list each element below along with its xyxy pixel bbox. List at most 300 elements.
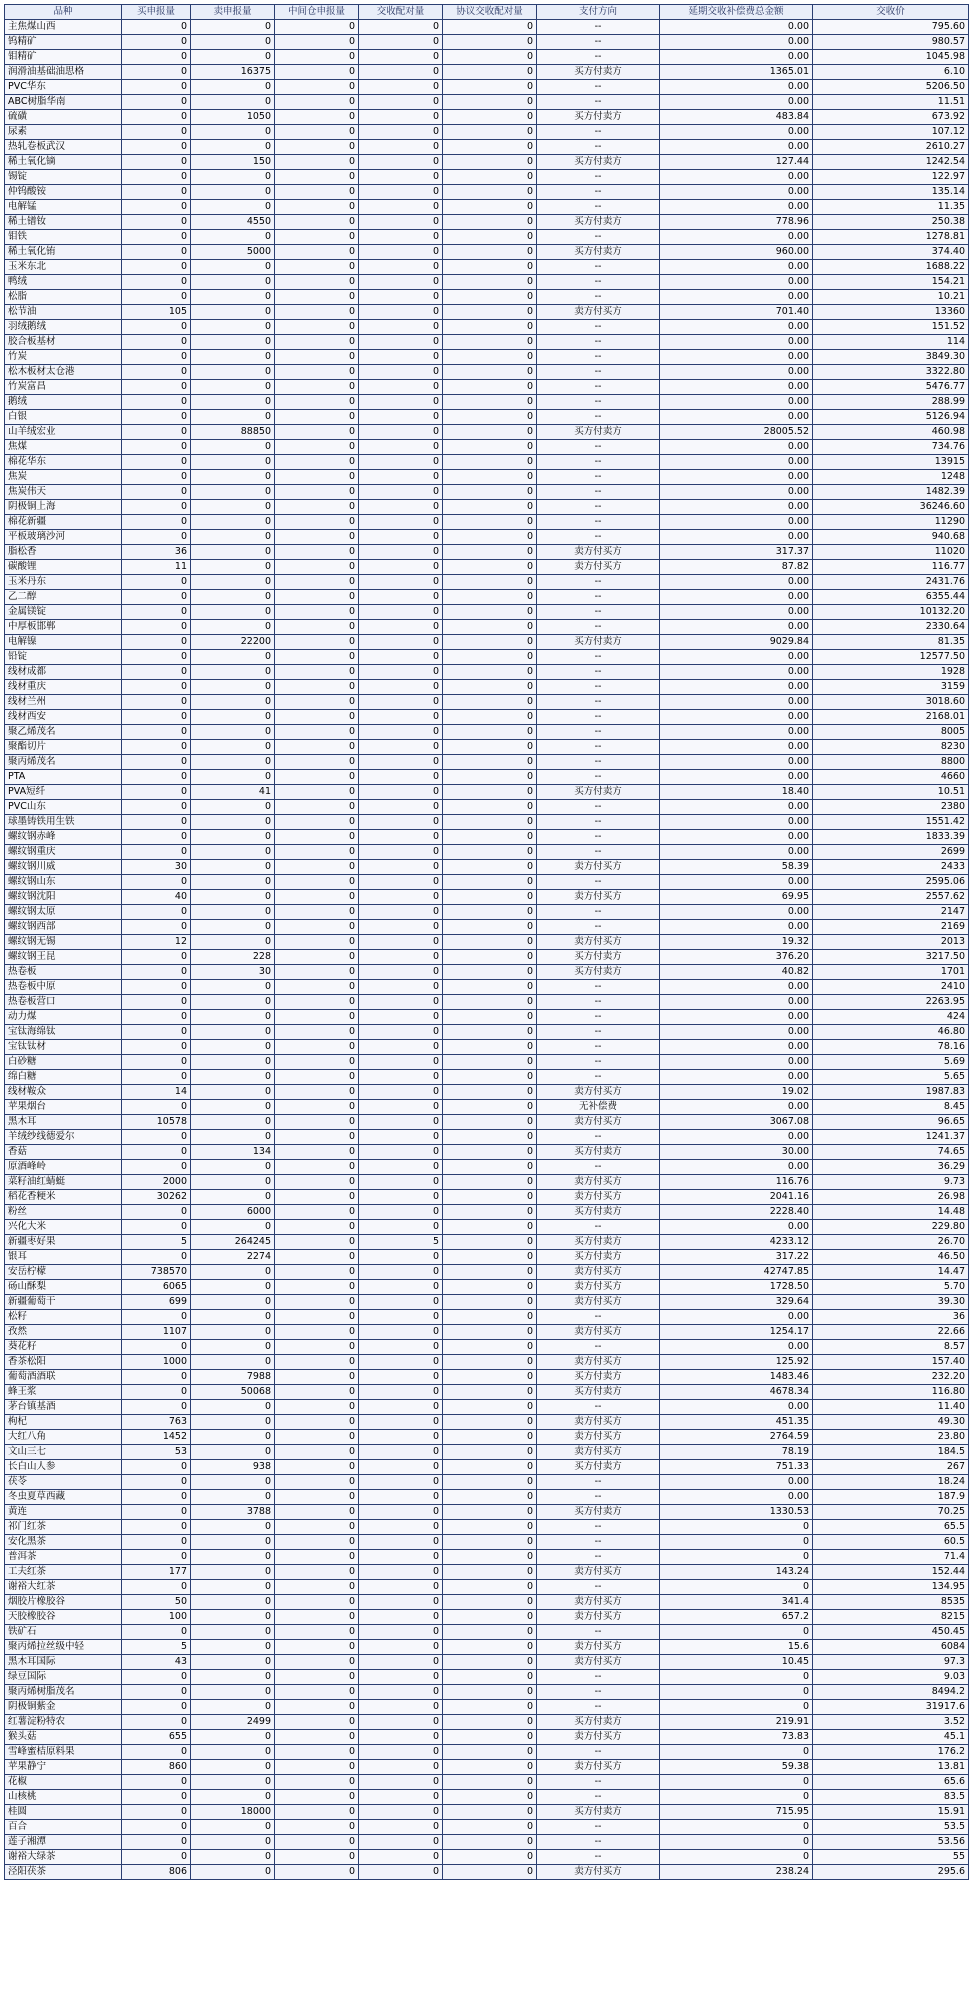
cell-matched-volume: 0 bbox=[359, 1295, 443, 1310]
cell-settlement-price: 11.35 bbox=[813, 200, 969, 215]
table-row bbox=[5, 410, 969, 425]
cell-intermediate-volume: 0 bbox=[275, 320, 359, 335]
cell-product: 稀土氧化镝 bbox=[5, 155, 122, 170]
table-row bbox=[5, 1655, 969, 1670]
cell-compensation-amount: 0.00 bbox=[660, 320, 813, 335]
cell-product: 花椒 bbox=[5, 1775, 122, 1790]
cell-settlement-price: 1701 bbox=[813, 965, 969, 980]
cell-intermediate-volume: 0 bbox=[275, 800, 359, 815]
cell-buy-volume: 0 bbox=[122, 1070, 191, 1085]
cell-buy-volume: 0 bbox=[122, 605, 191, 620]
cell-sell-volume: 22200 bbox=[191, 635, 275, 650]
cell-payment-direction: 买方付卖方 bbox=[537, 1385, 660, 1400]
table-row bbox=[5, 710, 969, 725]
cell-buy-volume: 0 bbox=[122, 125, 191, 140]
cell-matched-volume: 0 bbox=[359, 365, 443, 380]
table-row bbox=[5, 695, 969, 710]
cell-agreement-volume: 0 bbox=[443, 1160, 537, 1175]
cell-matched-volume: 0 bbox=[359, 20, 443, 35]
cell-matched-volume: 0 bbox=[359, 1820, 443, 1835]
cell-settlement-price: 4660 bbox=[813, 770, 969, 785]
cell-settlement-price: 288.99 bbox=[813, 395, 969, 410]
cell-agreement-volume: 0 bbox=[443, 365, 537, 380]
cell-agreement-volume: 0 bbox=[443, 860, 537, 875]
table-row bbox=[5, 1565, 969, 1580]
cell-product: 长白山人参 bbox=[5, 1460, 122, 1475]
cell-product: 稻花香粳米 bbox=[5, 1190, 122, 1205]
cell-buy-volume: 0 bbox=[122, 485, 191, 500]
cell-buy-volume: 763 bbox=[122, 1415, 191, 1430]
table-row bbox=[5, 1400, 969, 1415]
cell-buy-volume: 1107 bbox=[122, 1325, 191, 1340]
cell-sell-volume: 88850 bbox=[191, 425, 275, 440]
cell-sell-volume: 0 bbox=[191, 830, 275, 845]
cell-sell-volume: 0 bbox=[191, 140, 275, 155]
cell-matched-volume: 0 bbox=[359, 1250, 443, 1265]
cell-intermediate-volume: 0 bbox=[275, 1715, 359, 1730]
cell-settlement-price: 5.69 bbox=[813, 1055, 969, 1070]
table-row bbox=[5, 1010, 969, 1025]
cell-settlement-price: 8215 bbox=[813, 1610, 969, 1625]
cell-sell-volume: 0 bbox=[191, 275, 275, 290]
table-row bbox=[5, 275, 969, 290]
cell-agreement-volume: 0 bbox=[443, 770, 537, 785]
table-row bbox=[5, 1310, 969, 1325]
cell-compensation-amount: 0.00 bbox=[660, 830, 813, 845]
cell-buy-volume: 5 bbox=[122, 1235, 191, 1250]
cell-agreement-volume: 0 bbox=[443, 230, 537, 245]
table-row bbox=[5, 680, 969, 695]
cell-product: 球墨铸铁用生铁 bbox=[5, 815, 122, 830]
cell-agreement-volume: 0 bbox=[443, 1805, 537, 1820]
cell-matched-volume: 0 bbox=[359, 290, 443, 305]
cell-payment-direction: -- bbox=[537, 395, 660, 410]
cell-settlement-price: 36246.60 bbox=[813, 500, 969, 515]
cell-buy-volume: 0 bbox=[122, 1370, 191, 1385]
cell-intermediate-volume: 0 bbox=[275, 830, 359, 845]
cell-intermediate-volume: 0 bbox=[275, 1580, 359, 1595]
table-row bbox=[5, 1700, 969, 1715]
cell-product: 聚丙烯茂名 bbox=[5, 755, 122, 770]
cell-sell-volume: 0 bbox=[191, 1175, 275, 1190]
cell-product: PTA bbox=[5, 770, 122, 785]
cell-compensation-amount: 1728.50 bbox=[660, 1280, 813, 1295]
cell-payment-direction: -- bbox=[537, 290, 660, 305]
cell-sell-volume: 0 bbox=[191, 1445, 275, 1460]
cell-sell-volume: 0 bbox=[191, 290, 275, 305]
cell-product: 绿豆国际 bbox=[5, 1670, 122, 1685]
table-body bbox=[5, 20, 969, 1880]
table-row bbox=[5, 35, 969, 50]
table-row bbox=[5, 335, 969, 350]
cell-payment-direction: -- bbox=[537, 380, 660, 395]
cell-matched-volume: 0 bbox=[359, 215, 443, 230]
cell-agreement-volume: 0 bbox=[443, 1310, 537, 1325]
cell-intermediate-volume: 0 bbox=[275, 1805, 359, 1820]
cell-settlement-price: 6084 bbox=[813, 1640, 969, 1655]
cell-agreement-volume: 0 bbox=[443, 710, 537, 725]
cell-matched-volume: 0 bbox=[359, 200, 443, 215]
cell-compensation-amount: 0.00 bbox=[660, 1340, 813, 1355]
cell-payment-direction: 卖方付买方 bbox=[537, 1640, 660, 1655]
cell-sell-volume: 0 bbox=[191, 695, 275, 710]
cell-buy-volume: 0 bbox=[122, 335, 191, 350]
cell-agreement-volume: 0 bbox=[443, 410, 537, 425]
cell-matched-volume: 0 bbox=[359, 545, 443, 560]
cell-product: 螺纹钢沈阳 bbox=[5, 890, 122, 905]
cell-agreement-volume: 0 bbox=[443, 875, 537, 890]
cell-buy-volume: 0 bbox=[122, 620, 191, 635]
cell-matched-volume: 0 bbox=[359, 1685, 443, 1700]
cell-agreement-volume: 0 bbox=[443, 1685, 537, 1700]
cell-buy-volume: 2000 bbox=[122, 1175, 191, 1190]
table-row bbox=[5, 740, 969, 755]
cell-payment-direction: 卖方付买方 bbox=[537, 1175, 660, 1190]
cell-compensation-amount: 59.38 bbox=[660, 1760, 813, 1775]
cell-compensation-amount: 0.00 bbox=[660, 410, 813, 425]
cell-product: 莲子湘潭 bbox=[5, 1835, 122, 1850]
table-row bbox=[5, 1070, 969, 1085]
cell-intermediate-volume: 0 bbox=[275, 1865, 359, 1880]
cell-matched-volume: 0 bbox=[359, 500, 443, 515]
cell-product: PVA短纤 bbox=[5, 785, 122, 800]
cell-intermediate-volume: 0 bbox=[275, 1460, 359, 1475]
table-row bbox=[5, 1100, 969, 1115]
cell-compensation-amount: 0.00 bbox=[660, 650, 813, 665]
table-row bbox=[5, 980, 969, 995]
cell-buy-volume: 0 bbox=[122, 650, 191, 665]
cell-settlement-price: 60.5 bbox=[813, 1535, 969, 1550]
cell-matched-volume: 0 bbox=[359, 1610, 443, 1625]
cell-agreement-volume: 0 bbox=[443, 1730, 537, 1745]
cell-product: 玉米东北 bbox=[5, 260, 122, 275]
cell-agreement-volume: 0 bbox=[443, 890, 537, 905]
cell-settlement-price: 450.45 bbox=[813, 1625, 969, 1640]
cell-agreement-volume: 0 bbox=[443, 80, 537, 95]
cell-buy-volume: 0 bbox=[122, 1010, 191, 1025]
cell-payment-direction: -- bbox=[537, 1835, 660, 1850]
cell-product: 原酒峰岭 bbox=[5, 1160, 122, 1175]
cell-agreement-volume: 0 bbox=[443, 350, 537, 365]
cell-sell-volume: 0 bbox=[191, 905, 275, 920]
cell-agreement-volume: 0 bbox=[443, 1010, 537, 1025]
cell-buy-volume: 0 bbox=[122, 1055, 191, 1070]
cell-product: 菜籽油红蜻蜓 bbox=[5, 1175, 122, 1190]
cell-compensation-amount: 0 bbox=[660, 1625, 813, 1640]
cell-compensation-amount: 0.00 bbox=[660, 260, 813, 275]
cell-buy-volume: 0 bbox=[122, 905, 191, 920]
table-row bbox=[5, 770, 969, 785]
cell-matched-volume: 0 bbox=[359, 1850, 443, 1865]
cell-sell-volume: 0 bbox=[191, 935, 275, 950]
cell-intermediate-volume: 0 bbox=[275, 500, 359, 515]
cell-matched-volume: 0 bbox=[359, 80, 443, 95]
cell-agreement-volume: 0 bbox=[443, 1670, 537, 1685]
cell-settlement-price: 78.16 bbox=[813, 1040, 969, 1055]
cell-compensation-amount: 18.40 bbox=[660, 785, 813, 800]
cell-intermediate-volume: 0 bbox=[275, 1205, 359, 1220]
cell-intermediate-volume: 0 bbox=[275, 605, 359, 620]
cell-matched-volume: 0 bbox=[359, 455, 443, 470]
table-row bbox=[5, 995, 969, 1010]
cell-settlement-price: 184.5 bbox=[813, 1445, 969, 1460]
cell-payment-direction: 买方付卖方 bbox=[537, 1505, 660, 1520]
cell-sell-volume: 0 bbox=[191, 740, 275, 755]
cell-payment-direction: 买方付卖方 bbox=[537, 1370, 660, 1385]
cell-intermediate-volume: 0 bbox=[275, 1610, 359, 1625]
cell-compensation-amount: 1330.53 bbox=[660, 1505, 813, 1520]
table-row bbox=[5, 1595, 969, 1610]
cell-compensation-amount: 30.00 bbox=[660, 1145, 813, 1160]
cell-intermediate-volume: 0 bbox=[275, 110, 359, 125]
cell-product: ABC树脂华南 bbox=[5, 95, 122, 110]
table-row bbox=[5, 260, 969, 275]
cell-compensation-amount: 0.00 bbox=[660, 500, 813, 515]
cell-buy-volume: 655 bbox=[122, 1730, 191, 1745]
cell-sell-volume: 0 bbox=[191, 1085, 275, 1100]
cell-agreement-volume: 0 bbox=[443, 1055, 537, 1070]
cell-product: 文山三七 bbox=[5, 1445, 122, 1460]
cell-settlement-price: 116.80 bbox=[813, 1385, 969, 1400]
cell-settlement-price: 267 bbox=[813, 1460, 969, 1475]
cell-matched-volume: 0 bbox=[359, 800, 443, 815]
cell-buy-volume: 0 bbox=[122, 1475, 191, 1490]
cell-sell-volume: 0 bbox=[191, 605, 275, 620]
cell-agreement-volume: 0 bbox=[443, 1085, 537, 1100]
cell-intermediate-volume: 0 bbox=[275, 1505, 359, 1520]
cell-settlement-price: 46.80 bbox=[813, 1025, 969, 1040]
cell-compensation-amount: 0.00 bbox=[660, 380, 813, 395]
cell-agreement-volume: 0 bbox=[443, 200, 537, 215]
table-row bbox=[5, 1490, 969, 1505]
table-row bbox=[5, 1430, 969, 1445]
cell-matched-volume: 0 bbox=[359, 1370, 443, 1385]
cell-sell-volume: 1050 bbox=[191, 110, 275, 125]
cell-payment-direction: -- bbox=[537, 1340, 660, 1355]
cell-settlement-price: 2557.62 bbox=[813, 890, 969, 905]
cell-matched-volume: 0 bbox=[359, 1325, 443, 1340]
table-row bbox=[5, 230, 969, 245]
cell-matched-volume: 0 bbox=[359, 1700, 443, 1715]
cell-settlement-price: 5206.50 bbox=[813, 80, 969, 95]
cell-settlement-price: 5.65 bbox=[813, 1070, 969, 1085]
cell-compensation-amount: 15.6 bbox=[660, 1640, 813, 1655]
cell-payment-direction: -- bbox=[537, 530, 660, 545]
table-row bbox=[5, 1055, 969, 1070]
cell-sell-volume: 0 bbox=[191, 1040, 275, 1055]
cell-settlement-price: 1551.42 bbox=[813, 815, 969, 830]
cell-buy-volume: 105 bbox=[122, 305, 191, 320]
table-header-row bbox=[5, 5, 969, 20]
cell-sell-volume: 0 bbox=[191, 305, 275, 320]
cell-matched-volume: 0 bbox=[359, 410, 443, 425]
cell-settlement-price: 1928 bbox=[813, 665, 969, 680]
cell-compensation-amount: 4233.12 bbox=[660, 1235, 813, 1250]
cell-buy-volume: 0 bbox=[122, 740, 191, 755]
cell-sell-volume: 0 bbox=[191, 170, 275, 185]
cell-payment-direction: 卖方付买方 bbox=[537, 1865, 660, 1880]
cell-matched-volume: 0 bbox=[359, 185, 443, 200]
cell-product: 螺纹钢川威 bbox=[5, 860, 122, 875]
cell-product: 线材西安 bbox=[5, 710, 122, 725]
cell-sell-volume: 0 bbox=[191, 260, 275, 275]
cell-matched-volume: 0 bbox=[359, 1220, 443, 1235]
cell-compensation-amount: 0.00 bbox=[660, 770, 813, 785]
table-row bbox=[5, 1325, 969, 1340]
cell-matched-volume: 0 bbox=[359, 260, 443, 275]
cell-intermediate-volume: 0 bbox=[275, 200, 359, 215]
cell-matched-volume: 0 bbox=[359, 620, 443, 635]
cell-matched-volume: 0 bbox=[359, 1205, 443, 1220]
cell-sell-volume: 5000 bbox=[191, 245, 275, 260]
cell-payment-direction: -- bbox=[537, 1220, 660, 1235]
cell-intermediate-volume: 0 bbox=[275, 1370, 359, 1385]
cell-matched-volume: 0 bbox=[359, 470, 443, 485]
cell-settlement-price: 3.52 bbox=[813, 1715, 969, 1730]
table-row bbox=[5, 155, 969, 170]
cell-matched-volume: 0 bbox=[359, 35, 443, 50]
cell-matched-volume: 0 bbox=[359, 1100, 443, 1115]
cell-payment-direction: -- bbox=[537, 695, 660, 710]
cell-buy-volume: 0 bbox=[122, 1820, 191, 1835]
cell-payment-direction: -- bbox=[537, 200, 660, 215]
cell-intermediate-volume: 0 bbox=[275, 620, 359, 635]
cell-sell-volume: 0 bbox=[191, 620, 275, 635]
cell-matched-volume: 0 bbox=[359, 1460, 443, 1475]
cell-sell-volume: 0 bbox=[191, 1130, 275, 1145]
cell-product: 鹅绒 bbox=[5, 395, 122, 410]
cell-intermediate-volume: 0 bbox=[275, 1625, 359, 1640]
cell-compensation-amount: 78.19 bbox=[660, 1445, 813, 1460]
cell-agreement-volume: 0 bbox=[443, 740, 537, 755]
cell-settlement-price: 151.52 bbox=[813, 320, 969, 335]
cell-matched-volume: 0 bbox=[359, 1715, 443, 1730]
cell-buy-volume: 0 bbox=[122, 1685, 191, 1700]
cell-intermediate-volume: 0 bbox=[275, 1820, 359, 1835]
cell-settlement-price: 6.10 bbox=[813, 65, 969, 80]
cell-payment-direction: 买方付卖方 bbox=[537, 1205, 660, 1220]
cell-agreement-volume: 0 bbox=[443, 1250, 537, 1265]
cell-intermediate-volume: 0 bbox=[275, 665, 359, 680]
cell-agreement-volume: 0 bbox=[443, 1565, 537, 1580]
cell-product: 百合 bbox=[5, 1820, 122, 1835]
cell-product: 电解镍 bbox=[5, 635, 122, 650]
cell-product: PVC华东 bbox=[5, 80, 122, 95]
cell-buy-volume: 10578 bbox=[122, 1115, 191, 1130]
cell-matched-volume: 0 bbox=[359, 1655, 443, 1670]
cell-intermediate-volume: 0 bbox=[275, 1445, 359, 1460]
cell-compensation-amount: 0.00 bbox=[660, 665, 813, 680]
cell-matched-volume: 0 bbox=[359, 1355, 443, 1370]
cell-buy-volume: 177 bbox=[122, 1565, 191, 1580]
cell-matched-volume: 0 bbox=[359, 1505, 443, 1520]
cell-intermediate-volume: 0 bbox=[275, 1295, 359, 1310]
cell-compensation-amount: 0.00 bbox=[660, 920, 813, 935]
cell-buy-volume: 0 bbox=[122, 1250, 191, 1265]
cell-compensation-amount: 0.00 bbox=[660, 1040, 813, 1055]
cell-intermediate-volume: 0 bbox=[275, 410, 359, 425]
cell-product: 线材重庆 bbox=[5, 680, 122, 695]
cell-buy-volume: 0 bbox=[122, 1535, 191, 1550]
cell-sell-volume: 0 bbox=[191, 1520, 275, 1535]
cell-agreement-volume: 0 bbox=[443, 1220, 537, 1235]
cell-intermediate-volume: 0 bbox=[275, 1265, 359, 1280]
table-row bbox=[5, 545, 969, 560]
cell-sell-volume: 0 bbox=[191, 560, 275, 575]
cell-settlement-price: 2168.01 bbox=[813, 710, 969, 725]
cell-matched-volume: 0 bbox=[359, 1400, 443, 1415]
cell-matched-volume: 0 bbox=[359, 1010, 443, 1025]
table-row bbox=[5, 1445, 969, 1460]
table-row bbox=[5, 620, 969, 635]
cell-sell-volume: 30 bbox=[191, 965, 275, 980]
cell-buy-volume: 11 bbox=[122, 560, 191, 575]
cell-intermediate-volume: 0 bbox=[275, 1595, 359, 1610]
cell-agreement-volume: 0 bbox=[443, 575, 537, 590]
cell-agreement-volume: 0 bbox=[443, 1535, 537, 1550]
cell-intermediate-volume: 0 bbox=[275, 905, 359, 920]
cell-product: 乙二醇 bbox=[5, 590, 122, 605]
cell-agreement-volume: 0 bbox=[443, 20, 537, 35]
table-row bbox=[5, 1610, 969, 1625]
cell-sell-volume: 0 bbox=[191, 50, 275, 65]
cell-payment-direction: -- bbox=[537, 440, 660, 455]
cell-payment-direction: -- bbox=[537, 500, 660, 515]
cell-matched-volume: 0 bbox=[359, 1835, 443, 1850]
cell-payment-direction: -- bbox=[537, 335, 660, 350]
cell-compensation-amount: 657.2 bbox=[660, 1610, 813, 1625]
cell-agreement-volume: 0 bbox=[443, 1595, 537, 1610]
cell-payment-direction: -- bbox=[537, 815, 660, 830]
cell-matched-volume: 0 bbox=[359, 725, 443, 740]
table-row bbox=[5, 1295, 969, 1310]
cell-matched-volume: 0 bbox=[359, 320, 443, 335]
cell-matched-volume: 0 bbox=[359, 1565, 443, 1580]
cell-matched-volume: 0 bbox=[359, 1805, 443, 1820]
cell-agreement-volume: 0 bbox=[443, 920, 537, 935]
cell-payment-direction: -- bbox=[537, 620, 660, 635]
cell-buy-volume: 0 bbox=[122, 230, 191, 245]
cell-matched-volume: 0 bbox=[359, 530, 443, 545]
table-row bbox=[5, 965, 969, 980]
cell-agreement-volume: 0 bbox=[443, 380, 537, 395]
cell-settlement-price: 229.80 bbox=[813, 1220, 969, 1235]
table-row bbox=[5, 1520, 969, 1535]
cell-intermediate-volume: 0 bbox=[275, 275, 359, 290]
cell-payment-direction: 卖方付买方 bbox=[537, 1295, 660, 1310]
cell-agreement-volume: 0 bbox=[443, 905, 537, 920]
cell-compensation-amount: 0.00 bbox=[660, 1490, 813, 1505]
table-row bbox=[5, 170, 969, 185]
cell-settlement-price: 8800 bbox=[813, 755, 969, 770]
cell-sell-volume: 0 bbox=[191, 1760, 275, 1775]
cell-compensation-amount: 0.00 bbox=[660, 50, 813, 65]
cell-compensation-amount: 0.00 bbox=[660, 755, 813, 770]
cell-buy-volume: 0 bbox=[122, 1850, 191, 1865]
cell-matched-volume: 0 bbox=[359, 50, 443, 65]
cell-compensation-amount: 0.00 bbox=[660, 80, 813, 95]
cell-product: 砀山酥梨 bbox=[5, 1280, 122, 1295]
cell-compensation-amount: 0.00 bbox=[660, 1055, 813, 1070]
cell-sell-volume: 0 bbox=[191, 350, 275, 365]
cell-agreement-volume: 0 bbox=[443, 515, 537, 530]
cell-compensation-amount: 960.00 bbox=[660, 245, 813, 260]
cell-intermediate-volume: 0 bbox=[275, 785, 359, 800]
cell-intermediate-volume: 0 bbox=[275, 1565, 359, 1580]
cell-agreement-volume: 0 bbox=[443, 980, 537, 995]
cell-settlement-price: 14.47 bbox=[813, 1265, 969, 1280]
column-header-matched-volume: 交收配对量 bbox=[359, 5, 443, 20]
